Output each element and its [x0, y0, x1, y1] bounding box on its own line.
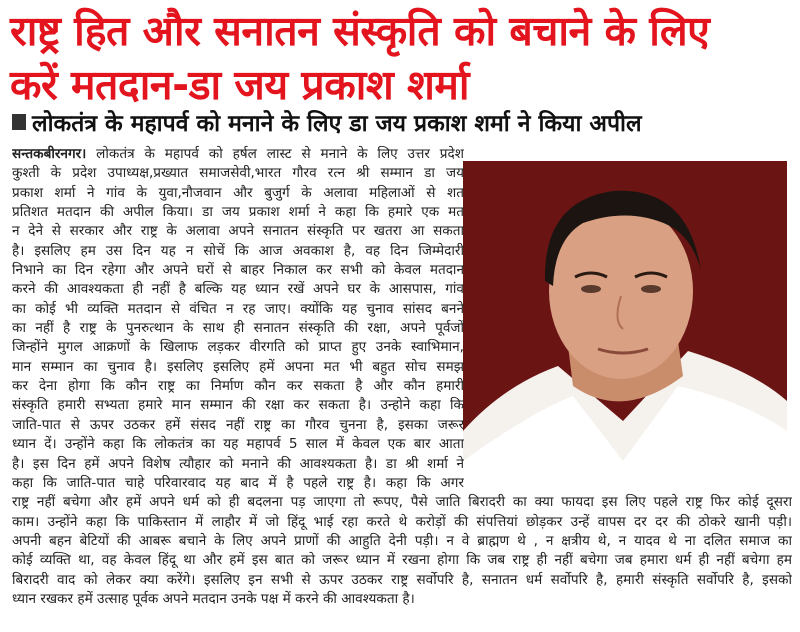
body-line: काम। उन्होंने कहा कि पाकिस्तान में लाहौर में जो हिंदू भाई रहा करते थे करोड़ों की संपत्तियां छोड़कर उन्हें वापस दर दर की ठोकरे खानी पड़ी।: [12, 513, 792, 530]
body-line: न देने से सरकार और राष्ट्र के अलावा अपने सनातन संस्कृति पर खतरा आ सकता: [12, 223, 464, 240]
body-line: ध्यान दें। उन्होंने कहा कि लोकतंत्र का यह महापर्व 5 साल में केवल एक बार आता: [12, 436, 464, 453]
body-line: कर देना होगा कि कौन राष्ट्र का निर्माण कौन कर सकता है और कौन हमारी: [12, 378, 464, 395]
body-line: का नहीं है राष्ट्र के पुनरुत्थान के साथ ही सनातन संस्कृति की रक्षा, अपने पूर्वजों: [12, 320, 464, 337]
body-line: है। इसलिए हम उस दिन यह न सोचें कि आज अवकाश है, वह दिन जिम्मेदारी: [12, 242, 464, 259]
body-line: कोई व्यक्ति था, वह केवल हिंदू था और हमें इस बात को जरूर ध्यान में रखना होगा कि जब राष्ट्र ही नहीं बचेगा जब हमारा धर्म ही नहीं बचेगा हम: [12, 552, 792, 569]
subheading: [12, 110, 642, 138]
body-line: मान सम्मान का चुनाव है। इसलिए इसलिए हमें अपना मत भी बहुत सोच समझ: [12, 358, 464, 375]
body-line: का कोई भी व्यक्ति मतदान से वंचित न रह जाए। क्योंकि यह चुनाव सांसद बनने: [12, 300, 464, 317]
body-line: कुश्ती के प्रदेश उपाध्यक्ष,प्रख्यात समाजसेवी,भारत गौरव रत्न श्री सम्मान डा जय: [12, 165, 464, 182]
body-line: प्रतिशत मतदान की अपील किया। डा जय प्रकाश शर्मा ने कहा कि हमारे एक मत: [12, 204, 464, 221]
body-line: ध्यान रखकर हमें उत्साह पूर्वक अपने मतदान उनके पक्ष में करने की आवश्यकता है।: [12, 590, 415, 607]
dateline: सन्तकबीरनगर।: [12, 146, 87, 162]
subheading-text: लोकतंत्र के महापर्व को मनाने के लिए डा जय प्रकाश शर्मा ने किया अपील: [32, 111, 642, 137]
body-narrow-column: [12, 145, 792, 493]
headline-line-1: राष्ट्र हित और सनातन संस्कृति को बचाने के लिए: [10, 7, 710, 55]
body-line: जिन्होंने मुगल आक्रणों के खिलाफ लड़कर वीरगति को प्राप्त हुए उनके स्वाभिमान,: [12, 339, 464, 356]
body-line: करने की आवश्यकता ही नहीं है बल्कि यह ध्यान रखें अपने घर के आसपास, गांव: [12, 281, 464, 298]
body-line: निभाने का दिन रहेगा और अपने घरों से बाहर निकाल कर सभी को केवल मतदान: [12, 262, 464, 279]
body-line: जाति-पात से ऊपर उठकर हमें संसद नहीं राष्ट्र का गौरव चुनना है, इसका जरूर: [12, 416, 464, 433]
body-line: अपनी बहन बेटियों की आबरू बचाने के लिए अपने प्राणों की आहुति देनी पड़ी। न वे ब्राह्मण थे , न क्षत्रीय थे, न यादव थे ना दलित समाज का: [12, 532, 792, 549]
body-line: प्रकाश शर्मा ने गांव के युवा,नौजवान और बुजुर्ग के अलावा महिलाओं से शत: [12, 184, 464, 201]
body-line: संस्कृति हमारी सभ्यता हमारे मान सम्मान की रक्षा कर सकता है। उन्होने कहा कि: [12, 397, 464, 414]
square-bullet-icon: [12, 114, 26, 130]
headline-line-2: करें मतदान-डा जय प्रकाश शर्मा: [10, 61, 469, 109]
first-line-text: लोकतंत्र के महापर्व को हर्षल लास्ट से मनाने के लिए उत्तर प्रदेश: [86, 146, 464, 162]
body-line: कहा कि जाति-पात चाहे परिवारवाद यह बाद में है पहले राष्ट्र है। कहा कि अगर: [12, 474, 464, 491]
body-line: राष्ट्र नहीं बचेगा और हमें अपने धर्म को ही बदलना पड़ जाएगा तो रूपए, पैसे जाति बिरादरी का क्या फायदा इस लिए पहले राष्ट्र फिर कोई दूसरा: [12, 494, 792, 511]
body-line: [12, 145, 464, 164]
body-wide-column: [12, 493, 792, 609]
article-body: [12, 145, 792, 609]
body-line: बिरादरी वाद को लेकर क्या करेंगे। इसलिए इन सभी से ऊपर उठकर राष्ट्र सर्वोपरि है, सनातन धर्म सर्वोपरि है, हमारी संस्कृति सर्वोपरि है, इसको: [12, 571, 792, 588]
headline: [10, 4, 795, 112]
body-line: है। इस दिन हमें अपने विशेष त्यौहार को मनाने की आवश्यकता है। डा श्री शर्मा ने: [12, 455, 464, 472]
